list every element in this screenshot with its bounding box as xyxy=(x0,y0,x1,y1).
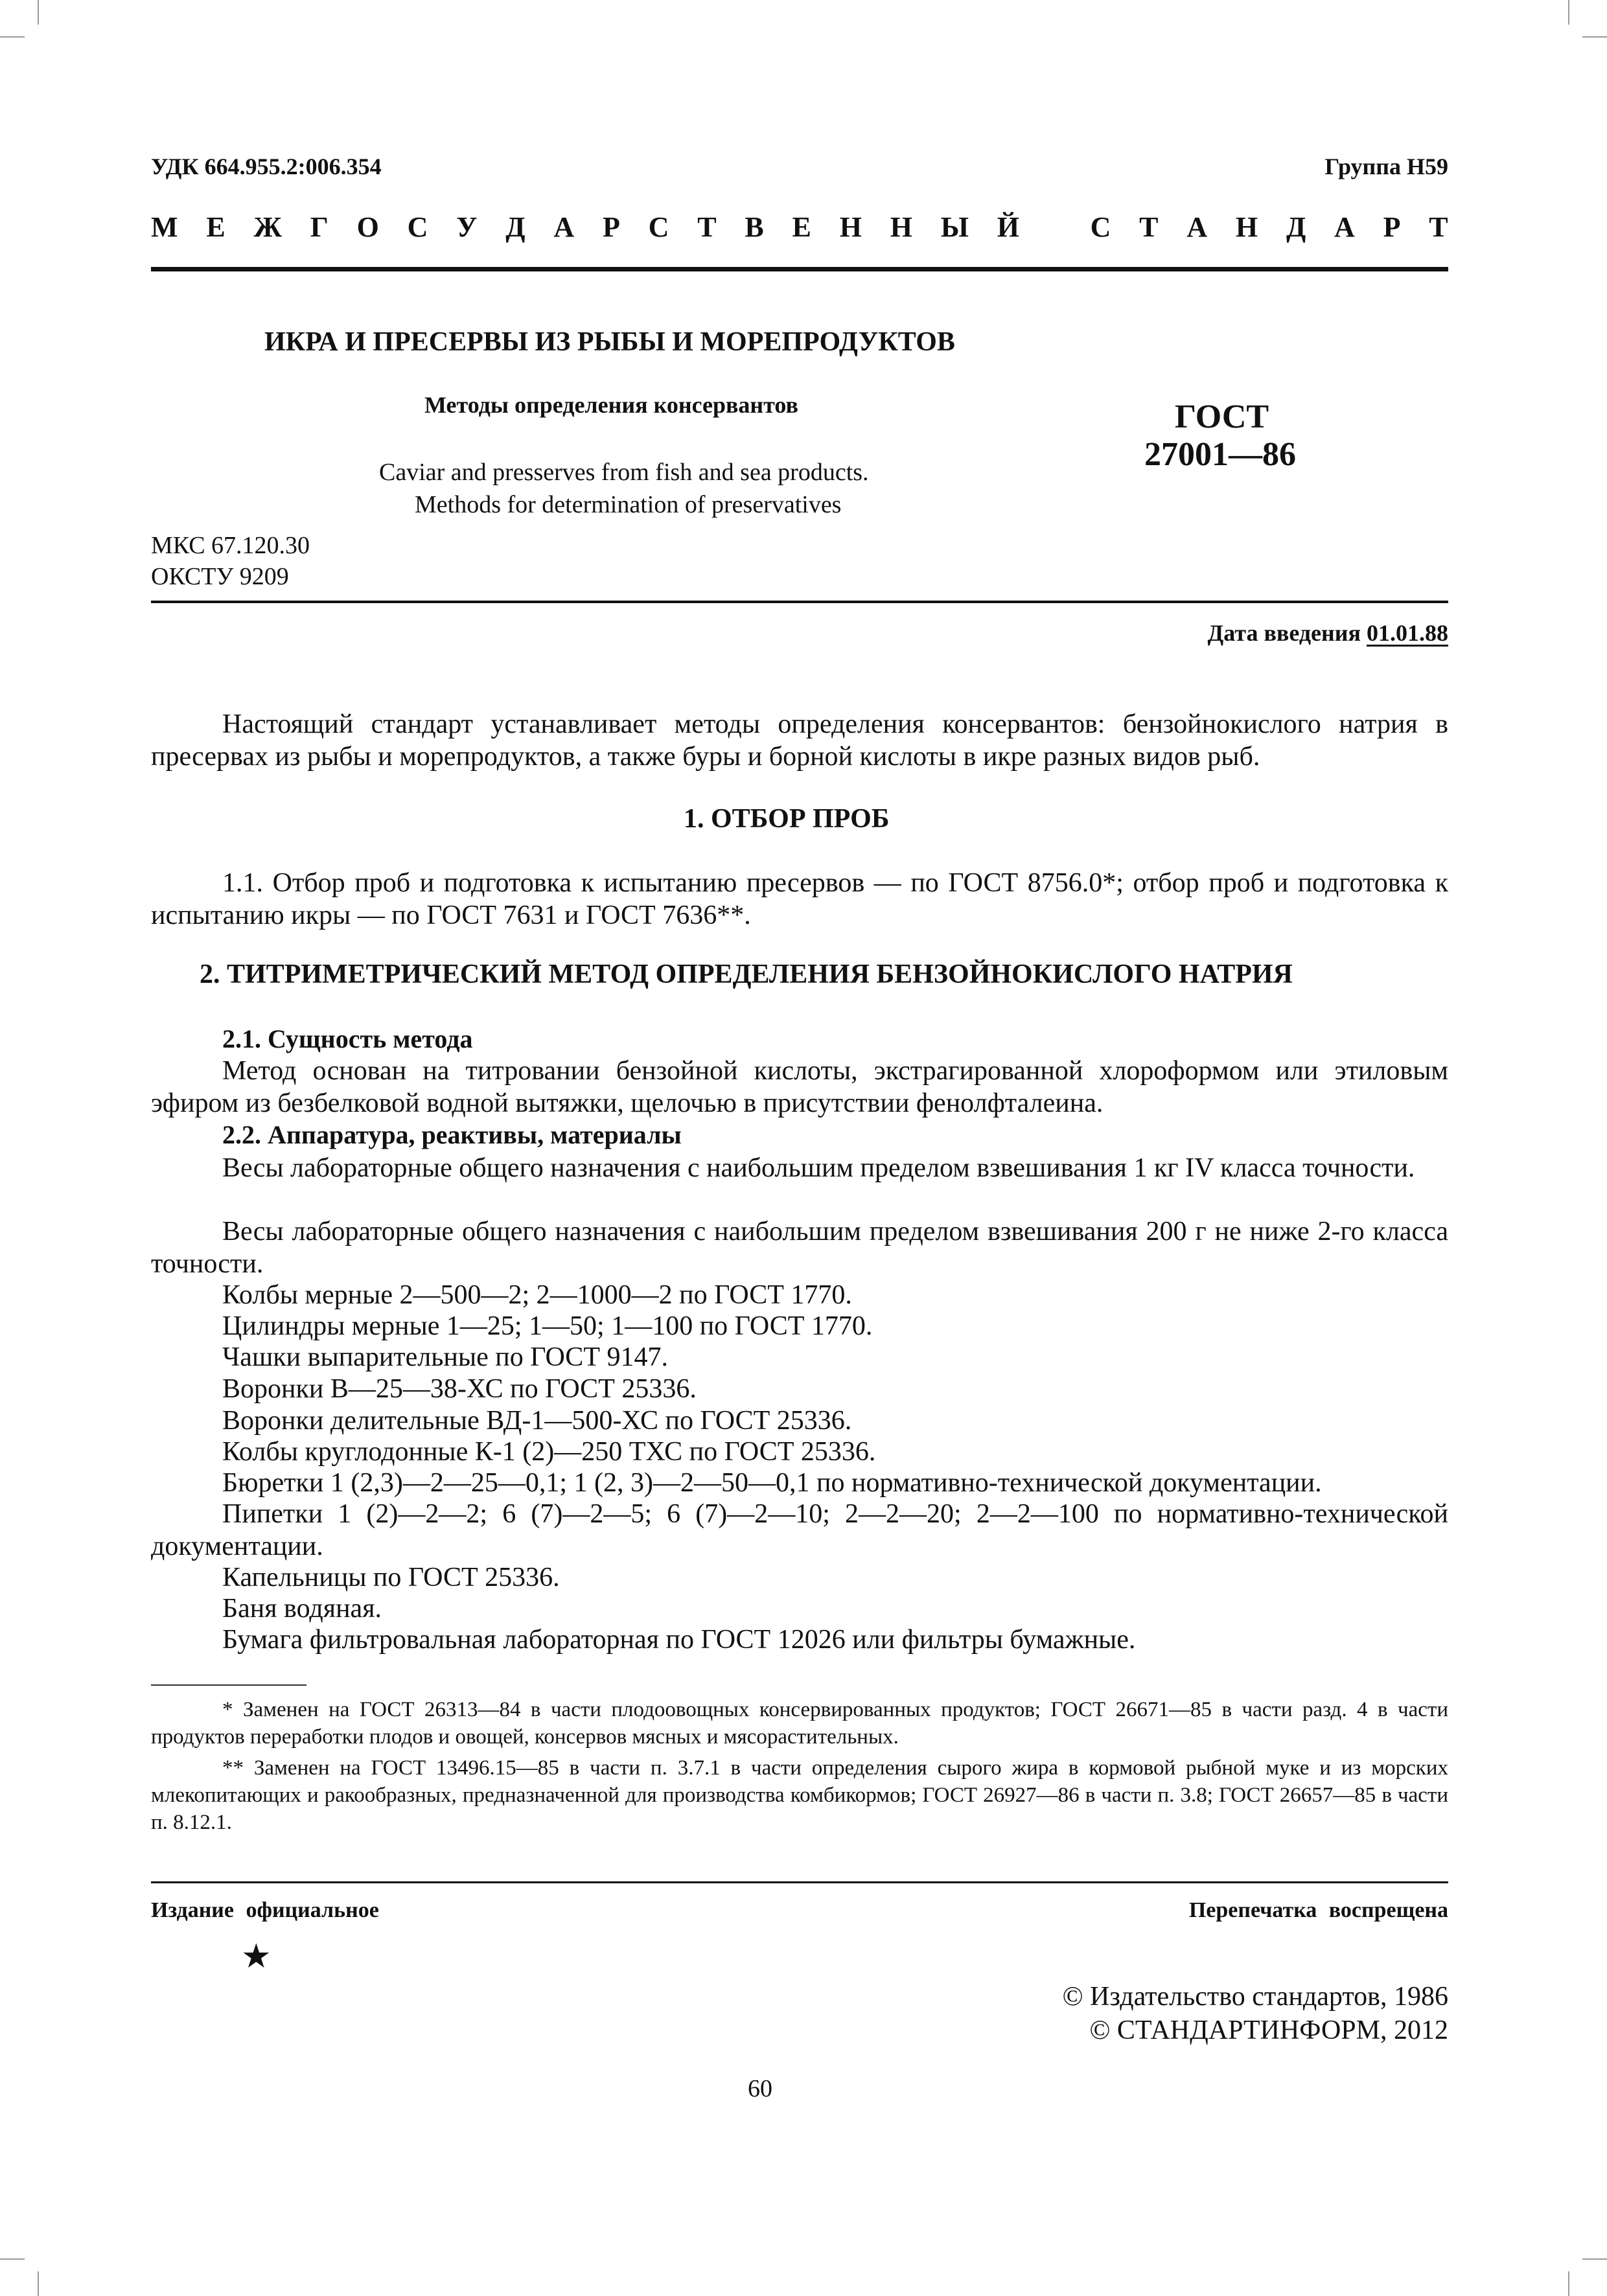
list-item: Весы лабораторные общего назначения с наибольшим пределом взвешивания 1 кг IV класса точности. xyxy=(222,1153,1415,1183)
letter: Е xyxy=(792,211,811,243)
letter: Г xyxy=(310,211,329,243)
list-item: Баня водяная. xyxy=(222,1594,382,1624)
list-item: Капельницы по ГОСТ 25336. xyxy=(222,1563,560,1592)
gost-number: 27001—86 xyxy=(1144,436,1296,473)
header-rule xyxy=(151,267,1448,271)
intro-date-value: 01.01.88 xyxy=(1367,620,1448,646)
subsection-2-2-heading: 2.2. Аппаратура, реактивы, материалы xyxy=(222,1120,682,1149)
list-item: Цилиндры мерные 1—25; 1—50; 1—100 по ГОСТ 1770. xyxy=(222,1311,873,1341)
crop-mark xyxy=(0,36,25,38)
list-item: Бумага фильтровальная лабораторная по ГОСТ 12026 или фильтры бумажные. xyxy=(222,1625,1136,1655)
crop-mark xyxy=(0,2258,25,2260)
okstu-code: ОКСТУ 9209 xyxy=(151,563,289,590)
letter: О xyxy=(356,211,379,243)
crop-mark xyxy=(38,0,39,25)
letter: Д xyxy=(1286,211,1306,243)
reprint-notice: Перепечатка воспрещена xyxy=(1188,1898,1448,1922)
subsection-2-1-text: Метод основан на титровании бензойной кислоты, экстрагированной хлороформом или этиловым эфиром из безбелковой водной вытяжки, щелочью в присутствии фенолфталеина. xyxy=(151,1056,1448,1118)
letter: Р xyxy=(1383,211,1401,243)
subsection-2-1-heading: 2.1. Сущность метода xyxy=(222,1024,473,1053)
document-title: ИКРА И ПРЕСЕРВЫ ИЗ РЫБЫ И МОРЕПРОДУКТОВ xyxy=(264,327,955,357)
list-item: Пипетки 1 (2)—2—2; 6 (7)—2—5; 6 (7)—2—10; 2—2—20; 2—2—100 по нормативно-технической документации. xyxy=(151,1499,1448,1561)
udk-code: УДК 664.955.2:006.354 xyxy=(151,154,382,179)
mks-code: МКС 67.120.30 xyxy=(151,532,310,559)
letter: Т xyxy=(697,211,717,243)
letter: С xyxy=(1090,211,1111,243)
list-item: Чашки выпарительные по ГОСТ 9147. xyxy=(222,1342,668,1372)
english-title-line2: Methods for determination of preservatives xyxy=(415,491,842,518)
gost-label: ГОСТ xyxy=(1175,398,1269,435)
section-2-heading: 2. ТИТРИМЕТРИЧЕСКИЙ МЕТОД ОПРЕДЕЛЕНИЯ БЕНЗОЙНОКИСЛОГО НАТРИЯ xyxy=(200,959,1293,989)
title-rule xyxy=(151,601,1448,603)
letter: С xyxy=(407,211,428,243)
letter: Ы xyxy=(940,211,969,243)
letter: Е xyxy=(206,211,225,243)
crop-mark xyxy=(38,2271,39,2296)
letter: Т xyxy=(1429,211,1448,243)
footer-rule xyxy=(151,1881,1448,1883)
intro-date xyxy=(1208,619,1449,647)
letter: С xyxy=(648,211,669,243)
letter: А xyxy=(1334,211,1355,243)
letter: Н xyxy=(839,211,862,243)
crop-mark xyxy=(1568,2271,1569,2296)
crop-mark xyxy=(1582,36,1607,38)
crop-mark xyxy=(1582,2258,1607,2260)
intro-paragraph: Настоящий стандарт устанавливает методы определения консервантов: бензойнокислого натрия в пресервах из рыбы и морепродуктов, а также буры и борной кислоты в икре разных видов рыб. xyxy=(151,709,1448,772)
footnote-separator xyxy=(151,1684,306,1686)
list-item: Весы лабораторные общего назначения с наибольшим пределом взвешивания 200 г не ниже 2-го класса точности. xyxy=(151,1217,1448,1279)
letter: Й xyxy=(997,211,1019,243)
letter-space xyxy=(1048,211,1062,244)
letter: В xyxy=(745,211,764,243)
letter: Р xyxy=(602,211,620,243)
list-item: Бюретки 1 (2,3)—2—25—0,1; 1 (2, 3)—2—50—0,1 по нормативно-технической документации. xyxy=(222,1468,1322,1498)
letter: Д xyxy=(505,211,526,243)
footnote: * Заменен на ГОСТ 26313—84 в части плодоовощных консервированных продуктов; ГОСТ 26671—85 в части разд. 4 в части продуктов переработки плодов и овощей, консервов мясных и мясорастительных. xyxy=(151,1698,1448,1749)
group-code: Группа Н59 xyxy=(1324,154,1448,179)
list-item: Воронки В—25—38-ХС по ГОСТ 25336. xyxy=(222,1374,697,1404)
standard-type xyxy=(151,211,1448,244)
letter: Ж xyxy=(253,211,282,243)
section-1-heading: 1. ОТБОР ПРОБ xyxy=(684,804,890,834)
intro-date-label: Дата введения xyxy=(1207,620,1361,646)
footnote: ** Заменен на ГОСТ 13496.15—85 в части п. 3.7.1 в части определения сырого жира в кормовой рыбной муке и из морских млекопитающих и ракообразных, предназначенной для производства комбикормов; ГОСТ 26927—86 в части п. 3.8; ГОСТ 26657—85 в части п. 8.12.1. xyxy=(151,1756,1448,1834)
english-title-line1: Caviar and presserves from fish and sea products. xyxy=(379,459,869,486)
document-subtitle: Методы определения консервантов xyxy=(424,392,798,418)
crop-mark xyxy=(1568,0,1569,25)
list-item: Колбы мерные 2—500—2; 2—1000—2 по ГОСТ 1770. xyxy=(222,1280,852,1310)
letter: У xyxy=(456,211,478,243)
page-number: 60 xyxy=(748,2075,772,2102)
section-1-text: 1.1. Отбор проб и подготовка к испытанию пресервов — по ГОСТ 8756.0*; отбор проб и подготовка к испытанию икры — по ГОСТ 7631 и ГОСТ 7636**. xyxy=(151,868,1448,930)
star-icon: ★ xyxy=(241,1938,272,1975)
list-item: Колбы круглодонные К-1 (2)—250 ТХС по ГОСТ 25336. xyxy=(222,1437,876,1467)
list-item: Воронки делительные ВД-1—500-ХС по ГОСТ 25336. xyxy=(222,1406,852,1436)
edition-label: Издание официальное xyxy=(151,1898,379,1922)
copyright-line-1: © Издательство стандартов, 1986 xyxy=(1062,1982,1448,2012)
letter: Т xyxy=(1139,211,1159,243)
letter: М xyxy=(151,211,178,243)
copyright-line-2: © СТАНДАРТИНФОРМ, 2012 xyxy=(1089,2015,1448,2045)
letter: А xyxy=(553,211,575,243)
letter: А xyxy=(1186,211,1208,243)
letter: Н xyxy=(890,211,912,243)
letter: Н xyxy=(1235,211,1258,243)
